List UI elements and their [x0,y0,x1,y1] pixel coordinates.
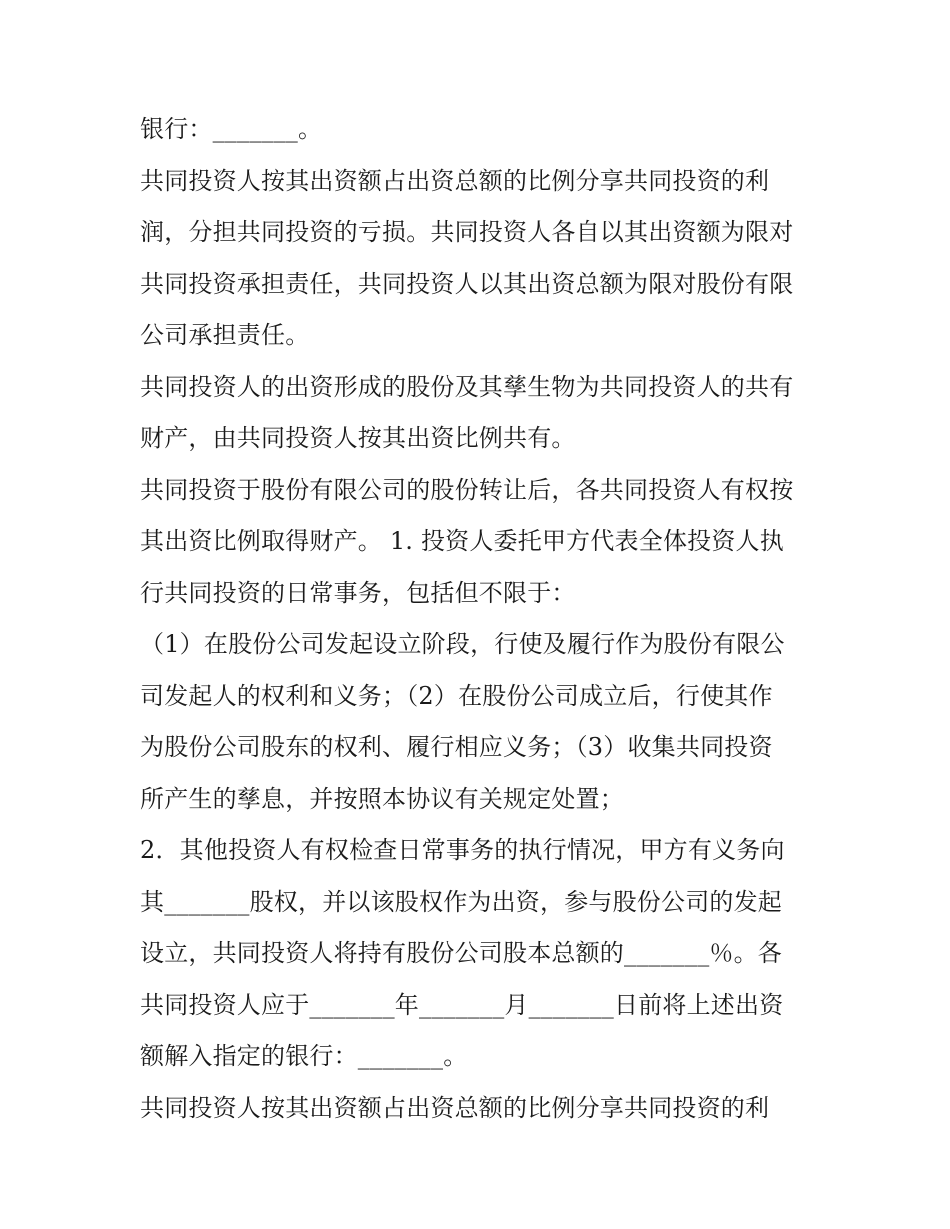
paragraph-profit-sharing-1 [140,156,820,362]
document-body [140,104,820,1134]
text-line: 司发起人的权利和义务；（2）在股份公司成立后，行使其作 [140,681,773,710]
text-line: 额解入指定的银行：_______。 [140,1042,468,1070]
text-line: 共同投资人按其出资额占出资总额的比例分享共同投资的利 [140,1093,770,1122]
text-line: 共同投资人应于_______年_______月_______日前将上述出资 [140,990,784,1019]
text-line: 共同投资人按其出资额占出资总额的比例分享共同投资的利 [140,166,770,195]
text-line: 所产生的孳息，并按照本协议有关规定处置； [140,784,624,813]
text-line: 共同投资承担责任，共同投资人以其出资总额为限对股份有限 [140,269,794,298]
text-line: 财产，由共同投资人按其出资比例共有。 [140,424,576,452]
text-line: 设立，共同投资人将持有股份公司股本总额的_______％。各 [140,939,782,967]
text-line: 其_______股权，并以该股权作为出资，参与股份公司的发起 [140,887,782,916]
text-line: 公司承担责任。 [140,321,310,349]
paragraph-bank-1 [140,104,820,156]
text-line: 行共同投资的日常事务，包括但不限于： [140,578,576,607]
text-line: 其出资比例取得财产。 1. 投资人委托甲方代表全体投资人执 [140,527,784,555]
paragraph-joint-property [140,362,820,465]
text-line: 银行：_______。 [140,115,323,143]
paragraph-profit-sharing-2 [140,1083,820,1135]
text-line: 2．其他投资人有权检查日常事务的执行情况，甲方有义务向 [140,836,785,864]
text-line: （1）在股份公司发起设立阶段，行使及履行作为股份有限公 [140,630,785,658]
text-line: 共同投资于股份有限公司的股份转让后，各共同投资人有权按 [140,475,794,504]
text-line: 共同投资人的出资形成的股份及其孳生物为共同投资人的共有 [140,372,794,401]
paragraph-transfer [140,465,820,620]
text-line: 为股份公司股东的权利、履行相应义务；（3）收集共同投资 [140,733,773,761]
paragraph-duties [140,619,820,1083]
text-line: 润，分担共同投资的亏损。共同投资人各自以其出资额为限对 [140,218,794,246]
